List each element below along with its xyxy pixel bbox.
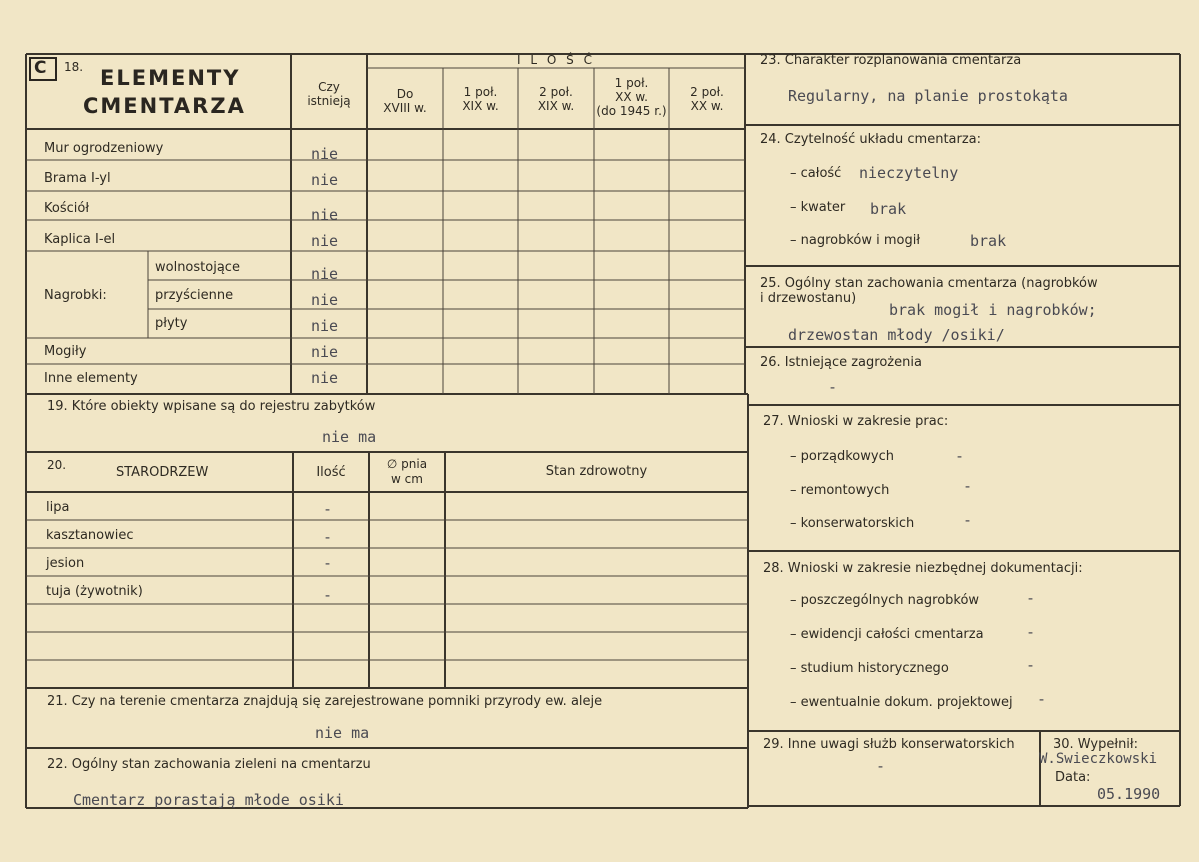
header-stan-zdrowotny: Stan zdrowotny: [545, 464, 648, 479]
tree-row-label: lipa: [46, 500, 70, 515]
tree-row-value: -: [323, 500, 333, 518]
element-row-label: Kaplica I-el: [44, 232, 116, 247]
element-row-value: nie: [311, 171, 339, 189]
legibility-item-label: – nagrobków i mogił: [790, 233, 921, 248]
header-col-2pol-xix: [518, 85, 594, 113]
documentation-item-label: – ewentualnie dokum. projektowej: [790, 695, 1013, 710]
documentation-item-value: -: [1026, 656, 1036, 674]
section-21-label: 21. Czy na terenie cmentarza znajdują się zarejestrowane pomniki przyrody ew. aleje: [47, 694, 603, 709]
section-18-title-line2: CMENTARZA: [83, 94, 246, 118]
section-box-letter: C: [34, 58, 47, 78]
legibility-item-value: brak: [970, 232, 1007, 250]
section-23-label: 23. Charakter rozplanowania cmentarza: [760, 53, 1022, 68]
works-item-label: – porządkowych: [790, 449, 894, 464]
documentation-item-value: -: [1037, 690, 1047, 708]
header-col-do-line1: Do: [396, 87, 414, 101]
section-25-value-line2: drzewostan młody /osiki/: [788, 326, 1005, 344]
documentation-item-value: -: [1026, 623, 1036, 641]
tree-row-label: tuja (żywotnik): [46, 584, 143, 599]
works-item-value: -: [955, 447, 965, 465]
works-item-label: – remontowych: [790, 483, 890, 498]
header-czy-istnieja: [293, 80, 365, 108]
header-col-2pol-xix-line1: 2 poł.: [539, 85, 573, 99]
section-20-number: 20.: [47, 458, 67, 472]
header-col-2pol-xx: [669, 85, 745, 113]
header-czy: Czy: [318, 80, 340, 94]
filled-by-name: W.Swieczkowski: [1039, 751, 1158, 767]
date-value: 05.1990: [1097, 785, 1161, 803]
nagrobki-row-value: nie: [311, 291, 339, 309]
works-item-value: -: [963, 511, 973, 529]
inne-elementy-value: nie: [311, 369, 339, 387]
nagrobki-row-value: nie: [311, 265, 339, 283]
section-22-label: 22. Ogólny stan zachowania zieleni na cmentarzu: [47, 757, 371, 772]
header-col-2pol-xx-line1: 2 poł.: [690, 85, 724, 99]
tree-row-value: -: [323, 586, 333, 604]
tree-row-label: jesion: [46, 556, 85, 571]
nagrobki-row-label: wolnostojące: [155, 260, 240, 275]
legibility-item-label: – kwater: [790, 200, 846, 215]
header-col-1pol-xx-line1: 1 poł.: [614, 76, 649, 90]
section-21-value: nie ma: [315, 724, 370, 742]
section-25-label-line2: i drzewostanu): [760, 291, 857, 306]
element-row-label: Kościół: [44, 201, 90, 216]
header-col-1pol-xx: [594, 76, 669, 118]
documentation-item-label: – ewidencji całości cmentarza: [790, 627, 984, 642]
header-pnia-line1: ∅ pnia: [386, 457, 428, 471]
documentation-item-label: – poszczególnych nagrobków: [790, 593, 980, 608]
inne-elementy-label: Inne elementy: [44, 371, 138, 386]
nagrobki-group-label: Nagrobki:: [44, 288, 107, 303]
documentation-item-label: – studium historycznego: [790, 661, 949, 676]
legibility-item-value: nieczytelny: [859, 164, 959, 182]
section-29-value: -: [876, 757, 886, 775]
section-22-value: Cmentarz porastają młode osiki: [73, 791, 344, 809]
header-ilosc: I L O Ś Ć: [517, 53, 595, 67]
section-27-label: 27. Wnioski w zakresie prac:: [763, 414, 949, 429]
element-row-label: Brama I-yl: [44, 171, 111, 186]
header-col-1pol-xix-line1: 1 poł.: [463, 85, 498, 99]
section-28-label: 28. Wnioski w zakresie niezbędnej dokumentacji:: [763, 561, 1083, 576]
section-23-value: Regularny, na planie prostokąta: [788, 87, 1068, 105]
mogily-value: nie: [311, 343, 339, 361]
legibility-item-label: – całość: [790, 166, 842, 181]
section-20-title: STARODRZEW: [116, 465, 209, 480]
works-item-value: -: [963, 477, 973, 495]
section-25-value-line1: brak mogił i nagrobków;: [889, 301, 1097, 319]
header-istnieja: istnieją: [307, 94, 351, 108]
section-30-label: 30. Wypełnił:: [1053, 737, 1138, 752]
section-25-label-line1: 25. Ogólny stan zachowania cmentarza (nagrobków: [760, 276, 1098, 291]
section-19-label: 19. Które obiekty wpisane są do rejestru zabytków: [47, 399, 376, 414]
section-18-title-line1: ELEMENTY: [100, 66, 241, 90]
element-row-label: Mur ogrodzeniowy: [44, 141, 164, 156]
element-row-value: nie: [311, 206, 339, 224]
section-24-label: 24. Czytelność układu cmentarza:: [760, 132, 982, 147]
element-row-value: nie: [311, 232, 339, 250]
header-pnia-line2: w cm: [391, 472, 423, 486]
section-26-value: -: [828, 378, 838, 396]
section-26-label: 26. Istniejące zagrożenia: [760, 355, 922, 370]
documentation-item-value: -: [1026, 589, 1036, 607]
header-col-do-xviii: [367, 87, 443, 115]
section-19-value: nie ma: [322, 428, 377, 446]
nagrobki-row-value: nie: [311, 317, 339, 335]
legibility-item-value: brak: [870, 200, 907, 218]
header-col-1pol-xx-line3: (do 1945 r.): [596, 104, 667, 118]
nagrobki-row-label: przyścienne: [155, 288, 234, 303]
element-row-value: nie: [311, 145, 339, 163]
header-col-2pol-xx-line2: XX w.: [690, 99, 724, 113]
header-col-1pol-xix-line2: XIX w.: [462, 99, 499, 113]
header-col-1pol-xx-line2: XX w.: [615, 90, 648, 104]
tree-row-label: kasztanowiec: [46, 528, 134, 543]
header-col-2pol-xix-line2: XIX w.: [537, 99, 575, 113]
nagrobki-row-label: płyty: [155, 316, 188, 331]
tree-row-value: -: [323, 528, 333, 546]
header-pnia: [369, 457, 445, 487]
header-col-1pol-xix: [443, 85, 518, 113]
date-label: Data:: [1055, 770, 1091, 785]
section-18-number: 18.: [64, 60, 84, 74]
header-ilosc-drzew: Ilość: [316, 465, 346, 480]
works-item-label: – konserwatorskich: [790, 516, 915, 531]
tree-row-value: -: [323, 554, 333, 572]
header-col-do-line2: XVIII w.: [383, 101, 427, 115]
mogily-label: Mogiły: [44, 344, 87, 359]
section-29-label: 29. Inne uwagi służb konserwatorskich: [763, 737, 1015, 752]
